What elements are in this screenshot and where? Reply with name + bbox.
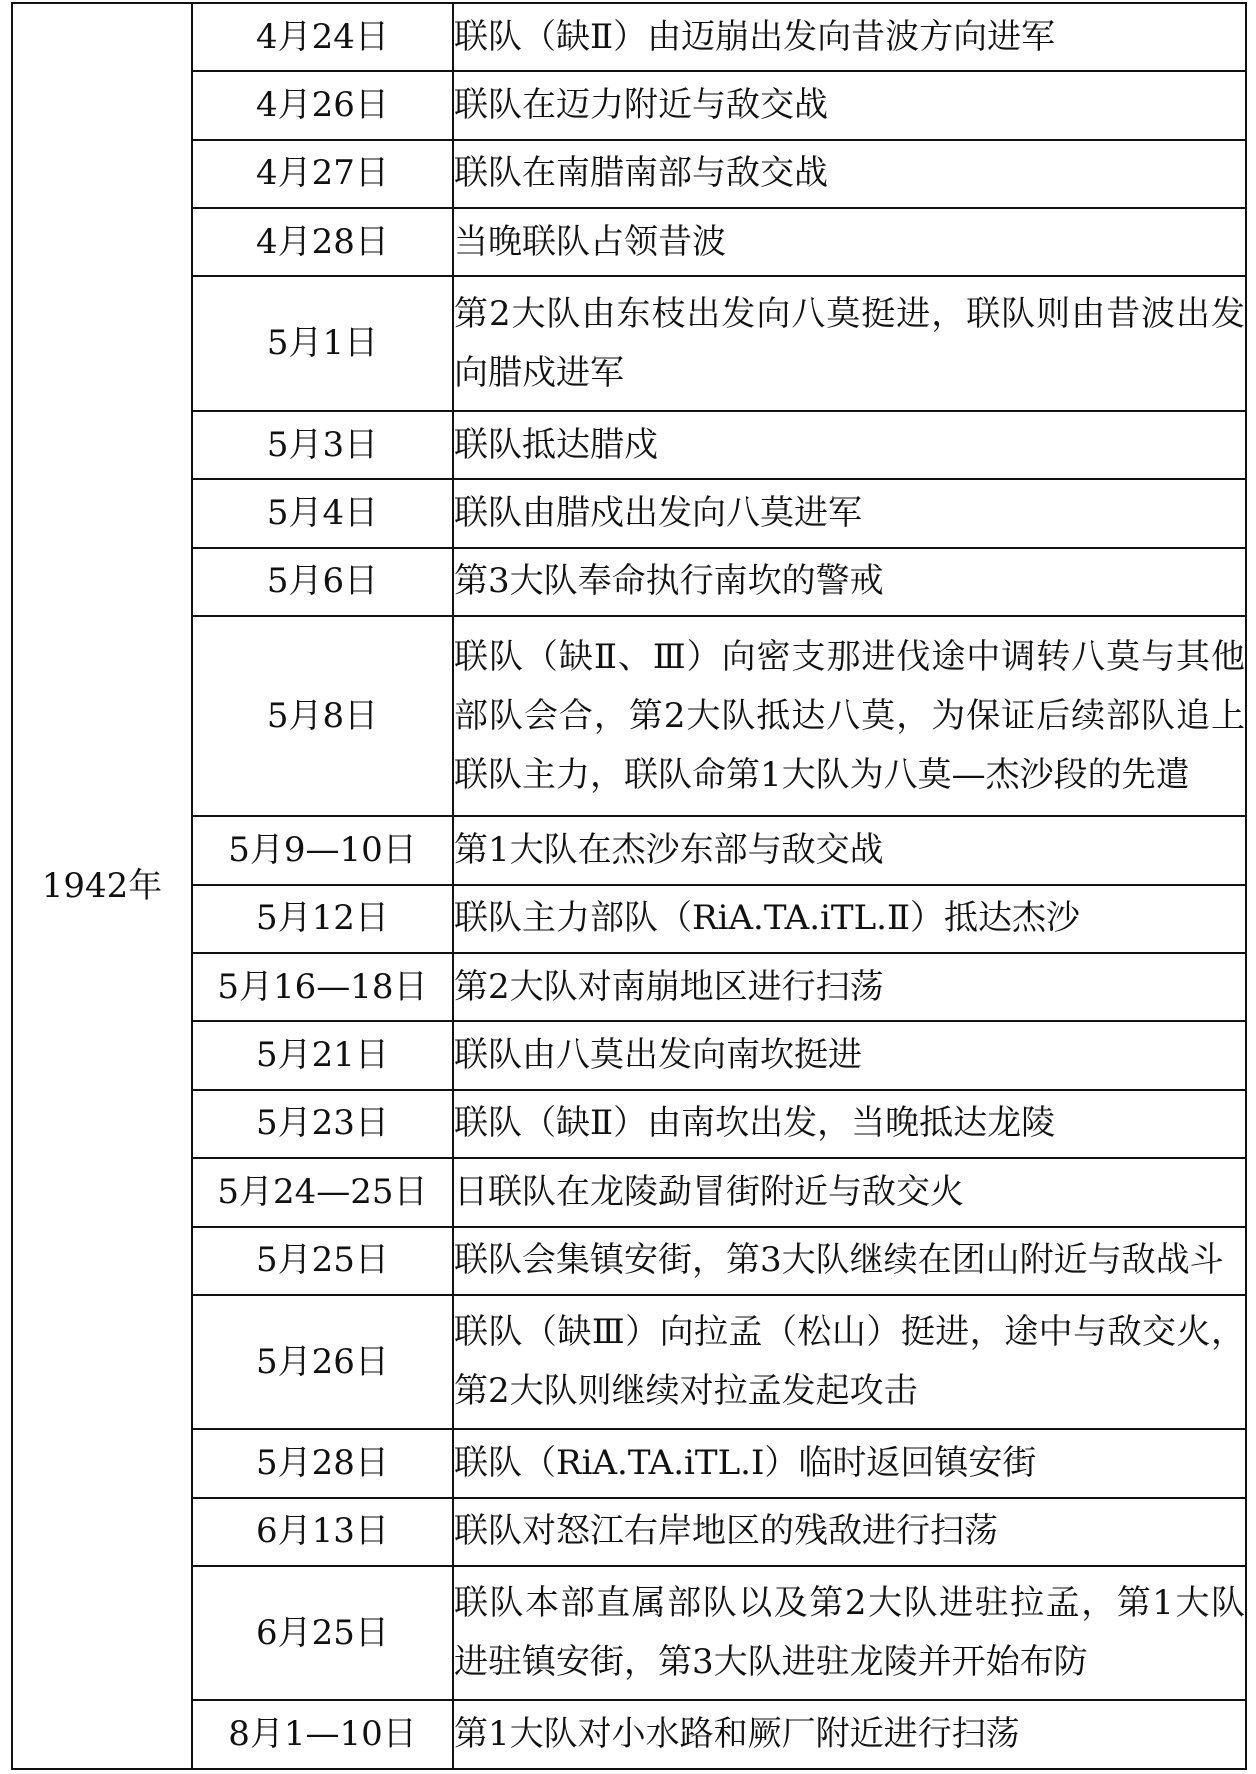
date-cell: 4月28日: [192, 208, 453, 276]
table-row: [12, 1429, 1246, 1497]
table-row: [12, 1295, 1246, 1429]
event-cell: 日联队在龙陵勐冒街附近与敌交火: [453, 1158, 1246, 1226]
date-cell: 5月28日: [192, 1429, 453, 1497]
date-cell: 5月25日: [192, 1227, 453, 1295]
date-cell: 5月4日: [192, 479, 453, 547]
table-row: [12, 1566, 1246, 1700]
date-cell: 4月27日: [192, 140, 453, 208]
date-cell: 5月21日: [192, 1021, 453, 1089]
table-row: [12, 1498, 1246, 1566]
table-row: [12, 548, 1246, 616]
date-cell: 6月25日: [192, 1566, 453, 1700]
chronology-table: [11, 2, 1247, 1770]
date-cell: 8月1—10日: [192, 1700, 453, 1769]
event-cell: 联队（缺Ⅱ）由南坎出发，当晚抵达龙陵: [453, 1090, 1246, 1158]
table-row: [12, 140, 1246, 208]
table-row: [12, 71, 1246, 139]
date-cell: 5月8日: [192, 616, 453, 817]
date-cell: 5月1日: [192, 276, 453, 410]
event-cell: 联队在迈力附近与敌交战: [453, 71, 1246, 139]
event-cell: 联队（缺Ⅲ）向拉孟（松山）挺进，途中与敌交火，第2大队则继续对拉孟发起攻击: [453, 1295, 1246, 1429]
event-cell: 当晚联队占领昔波: [453, 208, 1246, 276]
event-cell: 联队抵达腊戍: [453, 411, 1246, 479]
date-cell: 5月6日: [192, 548, 453, 616]
table-row: [12, 1227, 1246, 1295]
event-cell: 联队对怒江右岸地区的残敌进行扫荡: [453, 1498, 1246, 1566]
table-row: [12, 1700, 1246, 1769]
event-cell: 第2大队对南崩地区进行扫荡: [453, 953, 1246, 1021]
event-cell: 联队由腊戍出发向八莫进军: [453, 479, 1246, 547]
date-cell: 5月23日: [192, 1090, 453, 1158]
table-row: [12, 3, 1246, 71]
table-row: [12, 885, 1246, 953]
table-row: [12, 1021, 1246, 1089]
event-cell: 第2大队由东枝出发向八莫挺进，联队则由昔波出发向腊戍进军: [453, 276, 1246, 410]
event-cell: 联队本部直属部队以及第2大队进驻拉孟，第1大队进驻镇安街，第3大队进驻龙陵并开始布防: [453, 1566, 1246, 1700]
event-cell: 第1大队在杰沙东部与敌交战: [453, 816, 1246, 884]
event-cell: 联队会集镇安街，第3大队继续在团山附近与敌战斗: [453, 1227, 1246, 1295]
table-row: [12, 208, 1246, 276]
event-cell: 联队在南腊南部与敌交战: [453, 140, 1246, 208]
date-cell: 4月24日: [192, 3, 453, 71]
date-cell: 5月3日: [192, 411, 453, 479]
event-cell: 第3大队奉命执行南坎的警戒: [453, 548, 1246, 616]
event-cell: 联队（缺Ⅱ、Ⅲ）向密支那进伐途中调转八莫与其他部队会合，第2大队抵达八莫，为保证后续部队追上联队主力，联队命第1大队为八莫—杰沙段的先遣: [453, 616, 1246, 817]
table-row: [12, 1158, 1246, 1226]
event-cell: 联队（RiA.TA.iTL.Ⅰ）临时返回镇安街: [453, 1429, 1246, 1497]
date-cell: 6月13日: [192, 1498, 453, 1566]
event-cell: 联队由八莫出发向南坎挺进: [453, 1021, 1246, 1089]
date-cell: 5月9—10日: [192, 816, 453, 884]
date-cell: 4月26日: [192, 71, 453, 139]
date-cell: 5月24—25日: [192, 1158, 453, 1226]
event-cell: 联队主力部队（RiA.TA.iTL.Ⅱ）抵达杰沙: [453, 885, 1246, 953]
table-row: [12, 953, 1246, 1021]
date-cell: 5月16—18日: [192, 953, 453, 1021]
table-row: [12, 479, 1246, 547]
table-row: [12, 616, 1246, 817]
date-cell: 5月12日: [192, 885, 453, 953]
table-row: [12, 276, 1246, 410]
event-cell: 第1大队对小水路和厥厂附近进行扫荡: [453, 1700, 1246, 1769]
table-row: [12, 816, 1246, 884]
year-cell: 1942年: [12, 3, 192, 1769]
date-cell: 5月26日: [192, 1295, 453, 1429]
table-row: [12, 1090, 1246, 1158]
event-cell: 联队（缺Ⅱ）由迈崩出发向昔波方向进军: [453, 3, 1246, 71]
table-row: [12, 411, 1246, 479]
